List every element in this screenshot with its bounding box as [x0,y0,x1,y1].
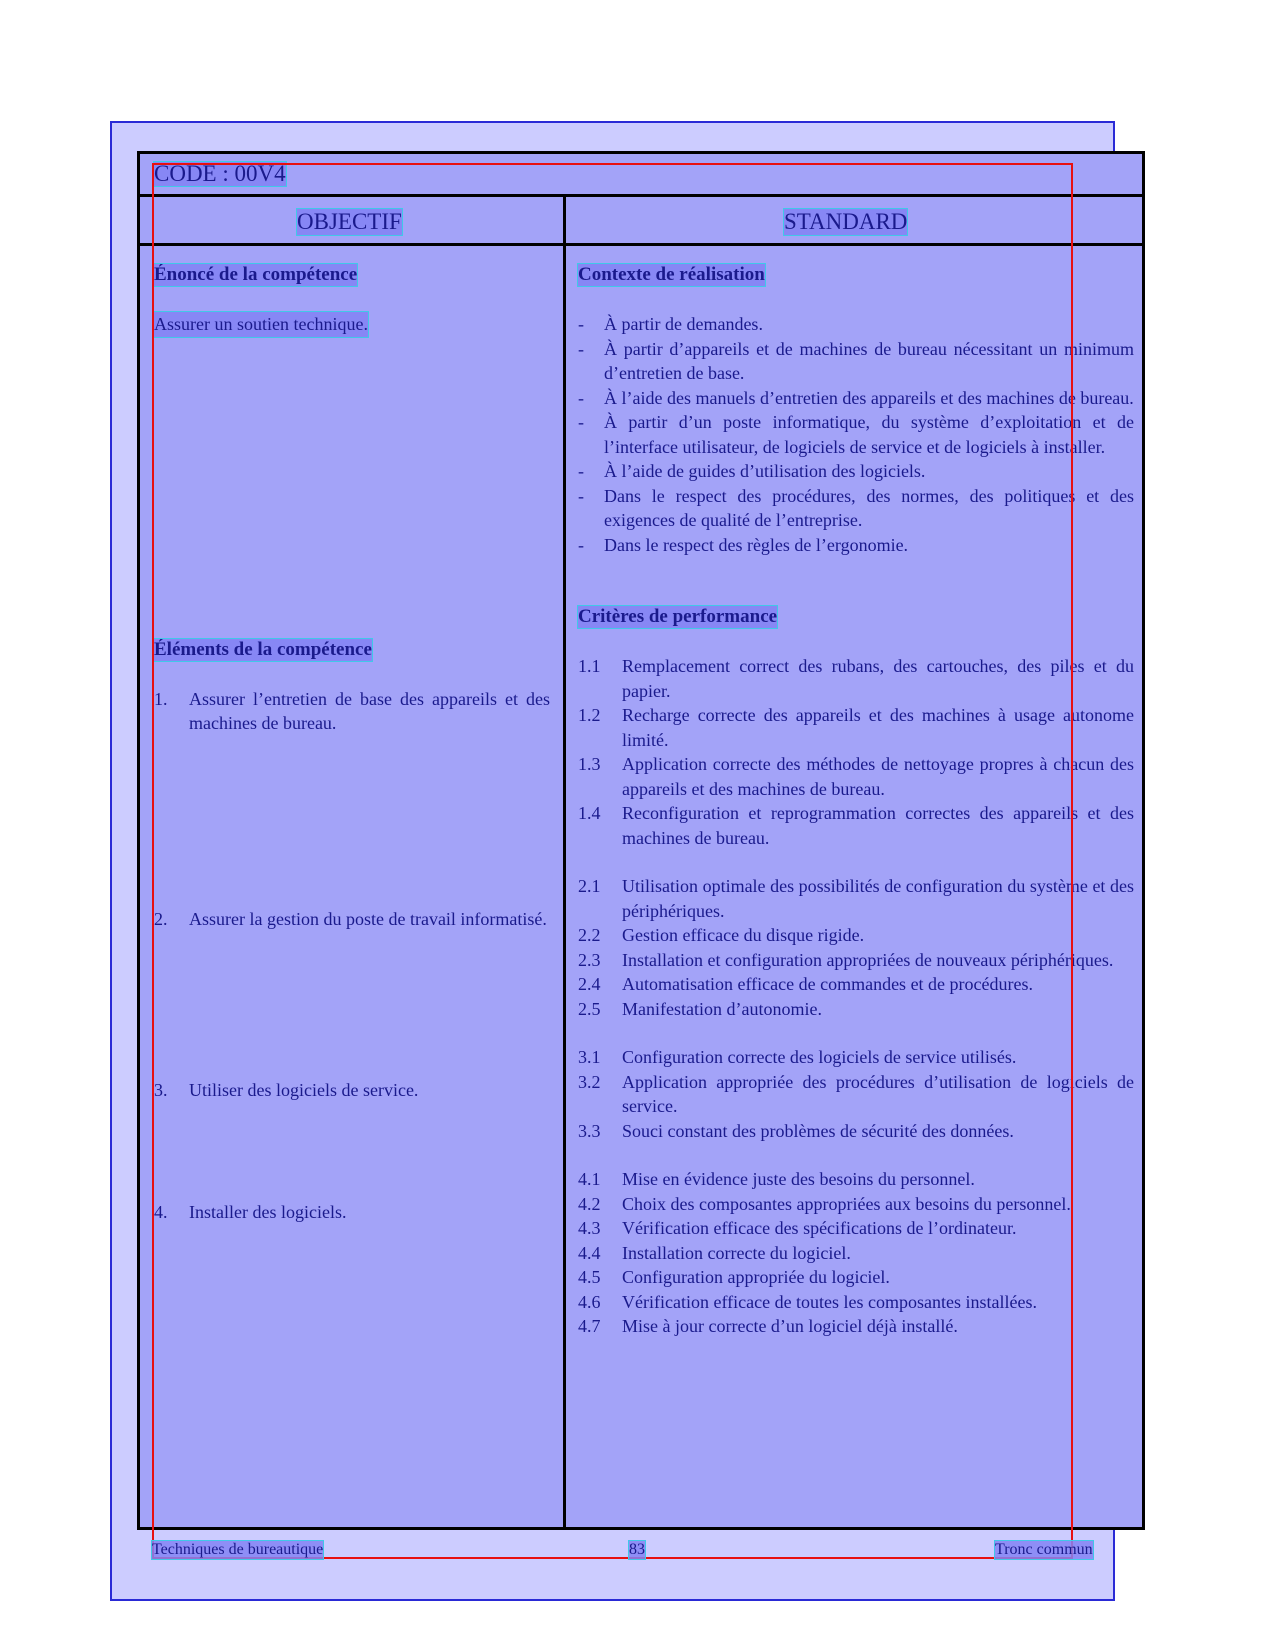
criterion-text: Souci constant des problèmes de sécurité des données. [622,1120,1014,1141]
element-text: Assurer la gestion du poste de travail informatisé. [189,908,547,929]
criterion-item [578,752,1134,801]
element-item [154,1200,550,1225]
criterion-number: 1.2 [578,705,601,725]
element-group [154,907,550,1078]
criterion-item [578,1070,1134,1119]
element-item [154,907,550,932]
bullet-marker: - [578,461,584,481]
contexte-item-text: Dans le respect des règles de l’ergonomie. [604,534,909,555]
criterion-number: 4.1 [578,1169,601,1189]
criterion-number: 3.1 [578,1047,601,1067]
element-text: Assurer l’entretien de base des appareils et des machines de bureau. [189,688,550,733]
criterion-item [578,1119,1134,1144]
elements-title: Éléments de la compétence [154,638,372,660]
contexte-item-text: À partir de demandes. [604,314,763,334]
contexte-item [578,410,1134,459]
criterion-item [578,874,1134,923]
criterion-item [578,1241,1134,1266]
contexte-item-text: À partir d’appareils et de machines de bureau nécessitant un minimum d’entretien de base. [604,338,1134,383]
contexte-title: Contexte de réalisation [578,264,765,285]
bullet-marker: - [578,314,584,334]
criterion-item [578,1216,1134,1241]
criteria-group [578,654,1134,874]
element-text: Installer des logiciels. [189,1201,347,1222]
criterion-item [578,1167,1134,1192]
criterion-number: 2.2 [578,925,601,945]
column-header-objectif: OBJECTIF [297,209,402,234]
criterion-number: 3.3 [578,1120,601,1141]
criterion-item [578,948,1134,973]
bullet-marker: - [578,412,584,432]
contexte-item-text: À l’aide des manuels d’entretien des appareils et des machines de bureau. [604,387,1134,408]
criterion-text: Vérification efficace des spécifications de l’ordinateur. [622,1218,1017,1238]
criterion-number: 2.3 [578,949,601,970]
criteria-group [578,1045,1134,1167]
enonce-title: Énoncé de la compétence [154,264,358,285]
column-header-standard: STANDARD [784,209,908,234]
criteria-group [578,1167,1134,1363]
contexte-item [578,459,1134,484]
criterion-number: 3.2 [578,1071,601,1092]
criterion-text: Utilisation optimale des possibilités de configuration du système et des périphériques. [622,876,1134,921]
criterion-item [578,654,1134,703]
contexte-item-text: À l’aide de guides d’utilisation des logiciels. [604,461,926,481]
footer-page-number: 83 [629,1541,645,1558]
element-group [154,1078,550,1200]
footer-program: Techniques de bureautique [152,1541,324,1558]
criterion-item [578,801,1134,850]
criterion-number: 4.3 [578,1218,601,1238]
criterion-number: 4.2 [578,1193,601,1214]
criterion-text: Configuration appropriée du logiciel. [622,1267,890,1287]
criterion-number: 4.6 [578,1291,601,1312]
criterion-text: Vérification efficace de toutes les composantes installées. [622,1291,1038,1312]
criterion-item [578,923,1134,948]
criterion-text: Mise en évidence juste des besoins du personnel. [622,1169,975,1189]
element-number: 2. [154,908,168,929]
bullet-marker: - [578,534,584,555]
contexte-item [578,312,1134,337]
criterion-item [578,1045,1134,1070]
criterion-text: Gestion efficace du disque rigide. [622,925,865,945]
elements-list [154,687,550,1396]
column-divider [563,197,566,1527]
criterion-number: 1.4 [578,803,601,823]
objectif-column [154,246,550,1396]
contexte-item-text: Dans le respect des procédures, des normes, des politiques et des exigences de qualité de l’entreprise. [604,485,1134,530]
bullet-marker: - [578,485,584,506]
competency-table [137,151,1145,1530]
criterion-text: Automatisation efficace de commandes et de procédures. [622,974,1034,994]
criterion-text: Application correcte des méthodes de nettoyage propres à chacun des appareils et des machines de bureau. [622,754,1134,799]
criterion-number: 4.4 [578,1242,601,1263]
criterion-number: 1.1 [578,656,601,676]
contexte-item [578,533,1134,558]
element-group [154,1200,550,1396]
code-row [140,154,1142,197]
criteria-group [578,874,1134,1045]
contexte-item [578,337,1134,386]
criterion-number: 2.4 [578,974,601,994]
criterion-text: Installation et configuration appropriées de nouveaux périphériques. [622,949,1114,970]
column-header-row [140,197,1142,246]
contexte-item [578,484,1134,533]
criteres-title: Critères de performance [578,606,778,627]
criteres-list [578,654,1134,1363]
contexte-item-text: À partir d’un poste informatique, du système d’exploitation et de l’interface utilisateur, de logiciels de service et de logiciels à installer. [604,412,1134,457]
criterion-number: 1.3 [578,754,601,774]
standard-column [578,246,1134,1363]
element-item [154,1078,550,1103]
enonce-text: Assurer un soutien technique. [154,312,368,337]
criterion-text: Application appropriée des procédures d’utilisation de logiciels de service. [622,1071,1134,1116]
contexte-list [578,312,1134,557]
element-text: Utiliser des logiciels de service. [189,1079,419,1100]
competency-code: CODE : 00V4 [154,161,286,186]
criterion-text: Configuration correcte des logiciels de service utilisés. [622,1047,1017,1067]
contexte-item [578,386,1134,411]
criterion-item [578,972,1134,997]
element-number: 4. [154,1201,168,1222]
criterion-number: 4.5 [578,1267,601,1287]
element-item [154,687,550,736]
element-number: 3. [154,1079,168,1100]
bullet-marker: - [578,338,584,359]
element-number: 1. [154,688,168,709]
criterion-item [578,997,1134,1022]
criterion-text: Mise à jour correcte d’un logiciel déjà installé. [622,1316,958,1336]
criterion-text: Choix des composantes appropriées aux besoins du personnel. [622,1193,1071,1214]
criterion-item [578,1314,1134,1339]
footer-section: Tronc commun [995,1541,1093,1558]
bullet-marker: - [578,387,584,408]
criterion-item [578,1265,1134,1290]
criterion-text: Reconfiguration et reprogrammation correctes des appareils et des machines de bureau. [622,803,1134,848]
criterion-item [578,1290,1134,1315]
criterion-number: 4.7 [578,1316,601,1336]
criterion-item [578,703,1134,752]
criterion-text: Recharge correcte des appareils et des machines à usage autonome limité. [622,705,1134,750]
criterion-text: Remplacement correct des rubans, des cartouches, des piles et du papier. [622,656,1134,701]
criterion-item [578,1192,1134,1217]
element-group [154,687,550,907]
criterion-text: Manifestation d’autonomie. [622,998,822,1019]
criterion-text: Installation correcte du logiciel. [622,1242,851,1263]
criterion-number: 2.1 [578,876,601,896]
criterion-number: 2.5 [578,998,601,1019]
